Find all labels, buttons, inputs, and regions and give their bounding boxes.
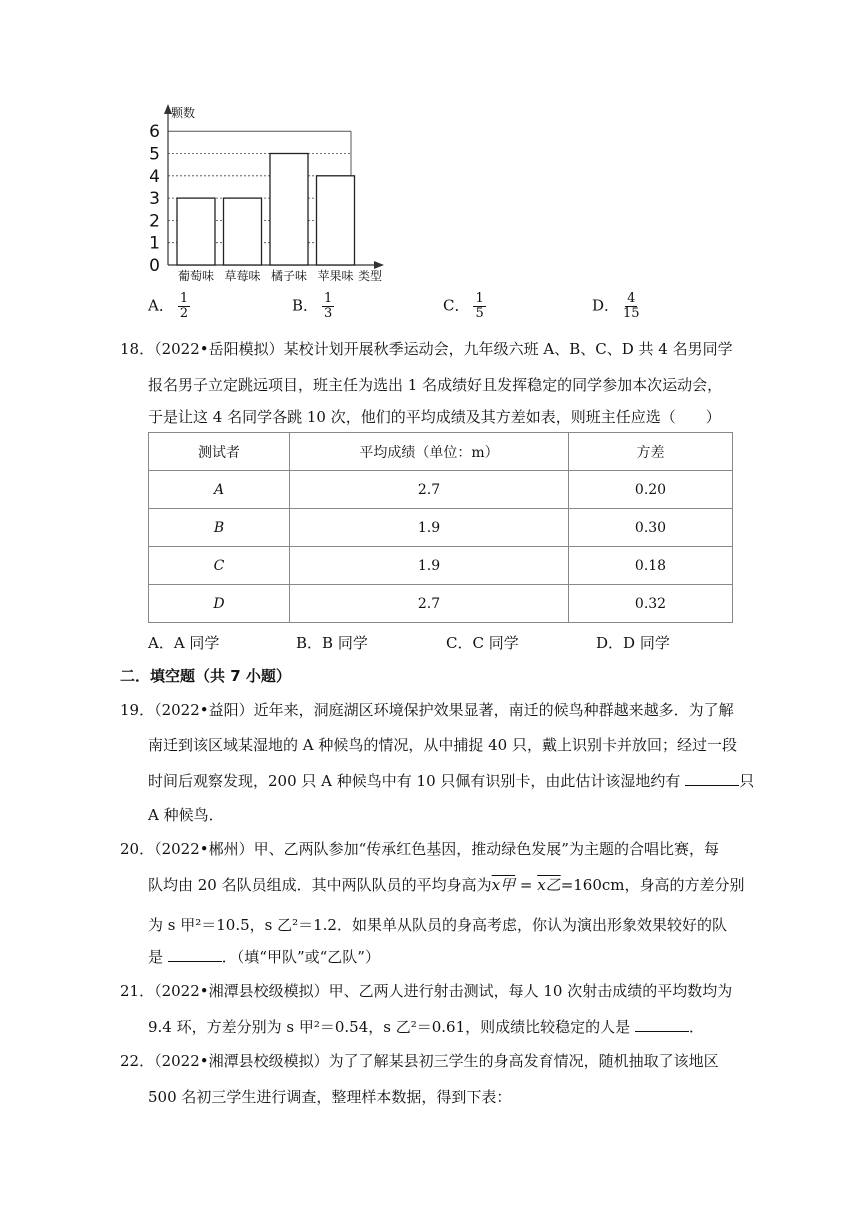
x-tick-label: 葡萄味 [177, 269, 215, 283]
y-tick-label: 3 [149, 189, 160, 210]
answer-blank[interactable] [635, 1017, 689, 1032]
q17-option-a[interactable]: A． $\frac{1}{2}$ [148, 291, 189, 321]
x-tick-label: 橘子味 [270, 269, 308, 283]
q20-line-3: 为 s 甲²＝10.5，s 乙²＝1.2．如果单从队员的身高考虑，你认为演出形象效果较好的队 [148, 916, 727, 934]
q18-option-c[interactable]: C．C 同学 [446, 634, 519, 652]
table-cell: D [149, 585, 290, 623]
table-cell: 0.18 [569, 547, 733, 585]
table-row [149, 585, 733, 623]
q20-line-4: 是 ．（填“甲队”或“乙队”） [148, 948, 380, 966]
table-header: 平均成绩（单位：m） [290, 433, 569, 471]
q22-line-1: 22．（2022•湘潭县校级模拟）为了了解某县初三学生的身高发育情况，随机抽取了该地区 [120, 1052, 719, 1070]
q18-option-d[interactable]: D．D 同学 [596, 634, 670, 652]
y-tick-label: 4 [149, 166, 160, 187]
q18-table [148, 432, 733, 623]
q19-line-2: 南迁到该区域某湿地的 A 种候鸟的情况，从中捕捉 40 只，戴上识别卡并放回；经过一段 [148, 736, 737, 754]
q21-line-1: 21．（2022•湘潭县校级模拟）甲、乙两人进行射击测试，每人 10 次射击成绩的平均数均为 [120, 982, 733, 1000]
table-row [149, 547, 733, 585]
y-tick-label: 6 [149, 122, 160, 143]
y-tick-label: 0 [149, 256, 160, 276]
q17-option-b[interactable]: B． $\frac{1}{3}$ [292, 291, 333, 321]
q18-option-a[interactable]: A．A 同学 [148, 634, 220, 652]
bar [270, 154, 308, 266]
y-tick-label: 2 [149, 211, 160, 232]
table-cell: 2.7 [290, 471, 569, 509]
q22-line-2: 500 名初三学生进行调查，整理样本数据，得到下表： [148, 1088, 512, 1106]
q21-line-2: 9.4 环，方差分别为 s 甲²＝0.54，s 乙²＝0.61，则成绩比较稳定的人是 ． [148, 1018, 704, 1036]
q19-line-1: 19．（2022•益阳）近年来，洞庭湖区环境保护效果显著，南迁的候鸟种群越来越多．为了解 [120, 701, 734, 719]
q19-line-3: 时间后观察发现，200 只 A 种候鸟中有 10 只佩有识别卡，由此估计该湿地约有 只 [148, 772, 755, 790]
table-cell: 1.9 [290, 509, 569, 547]
q20-line-1: 20．（2022•郴州）甲、乙两队参加“传承红色基因，推动绿色发展”为主题的合唱比赛，每 [120, 840, 719, 858]
q18-option-b[interactable]: B．B 同学 [296, 634, 368, 652]
x-tick-label: 苹果味 [317, 269, 354, 283]
table-cell: 0.30 [569, 509, 733, 547]
y-tick-label: 1 [149, 233, 160, 254]
q17-option-d[interactable]: D． $\frac{4}{15}$ [592, 291, 640, 321]
x-axis-arrow [374, 261, 384, 269]
q19-line-4: A 种候鸟． [148, 806, 224, 824]
answer-blank[interactable] [685, 771, 739, 786]
table-cell: C [149, 547, 290, 585]
table-cell: A [149, 471, 290, 509]
table-cell: 2.7 [290, 585, 569, 623]
q18-line-2: 报名男子立定跳远项目，班主任为选出 1 名成绩好且发挥稳定的同学参加本次运动会， [148, 376, 723, 394]
table-cell: 0.32 [569, 585, 733, 623]
table-cell: 1.9 [290, 547, 569, 585]
q18-line-3: 于是让这 4 名同学各跳 10 次，他们的平均成绩及其方差如表，则班主任应选（ ） [148, 408, 721, 426]
table-header: 测试者 [149, 433, 290, 471]
table-row [149, 471, 733, 509]
x-tick-label: 草莓味 [224, 269, 261, 283]
section-title: 二．填空题（共 7 小题） [120, 667, 291, 685]
q20-line-2: 队均由 20 名队员组成．其中两队队员的平均身高为x甲 = x乙=160cm，身高的方差分别 [148, 876, 745, 894]
q18-line-1: 18．（2022•岳阳模拟）某校计划开展秋季运动会，九年级六班 A、B、C、D 共 4 名男同学 [120, 340, 733, 358]
table-header-row [149, 433, 733, 471]
x-axis-label: 类型 [358, 269, 383, 283]
q17-option-c[interactable]: C． $\frac{1}{5}$ [443, 291, 484, 321]
bar [177, 198, 215, 265]
y-axis-label: 颗数 [171, 106, 196, 120]
bar-chart [140, 100, 400, 290]
table-cell: B [149, 509, 290, 547]
bar [224, 198, 262, 265]
table-row [149, 509, 733, 547]
table-header: 方差 [569, 433, 733, 471]
y-tick-label: 5 [149, 144, 160, 165]
bar [317, 176, 355, 265]
table-cell: 0.20 [569, 471, 733, 509]
answer-blank[interactable] [168, 947, 222, 962]
